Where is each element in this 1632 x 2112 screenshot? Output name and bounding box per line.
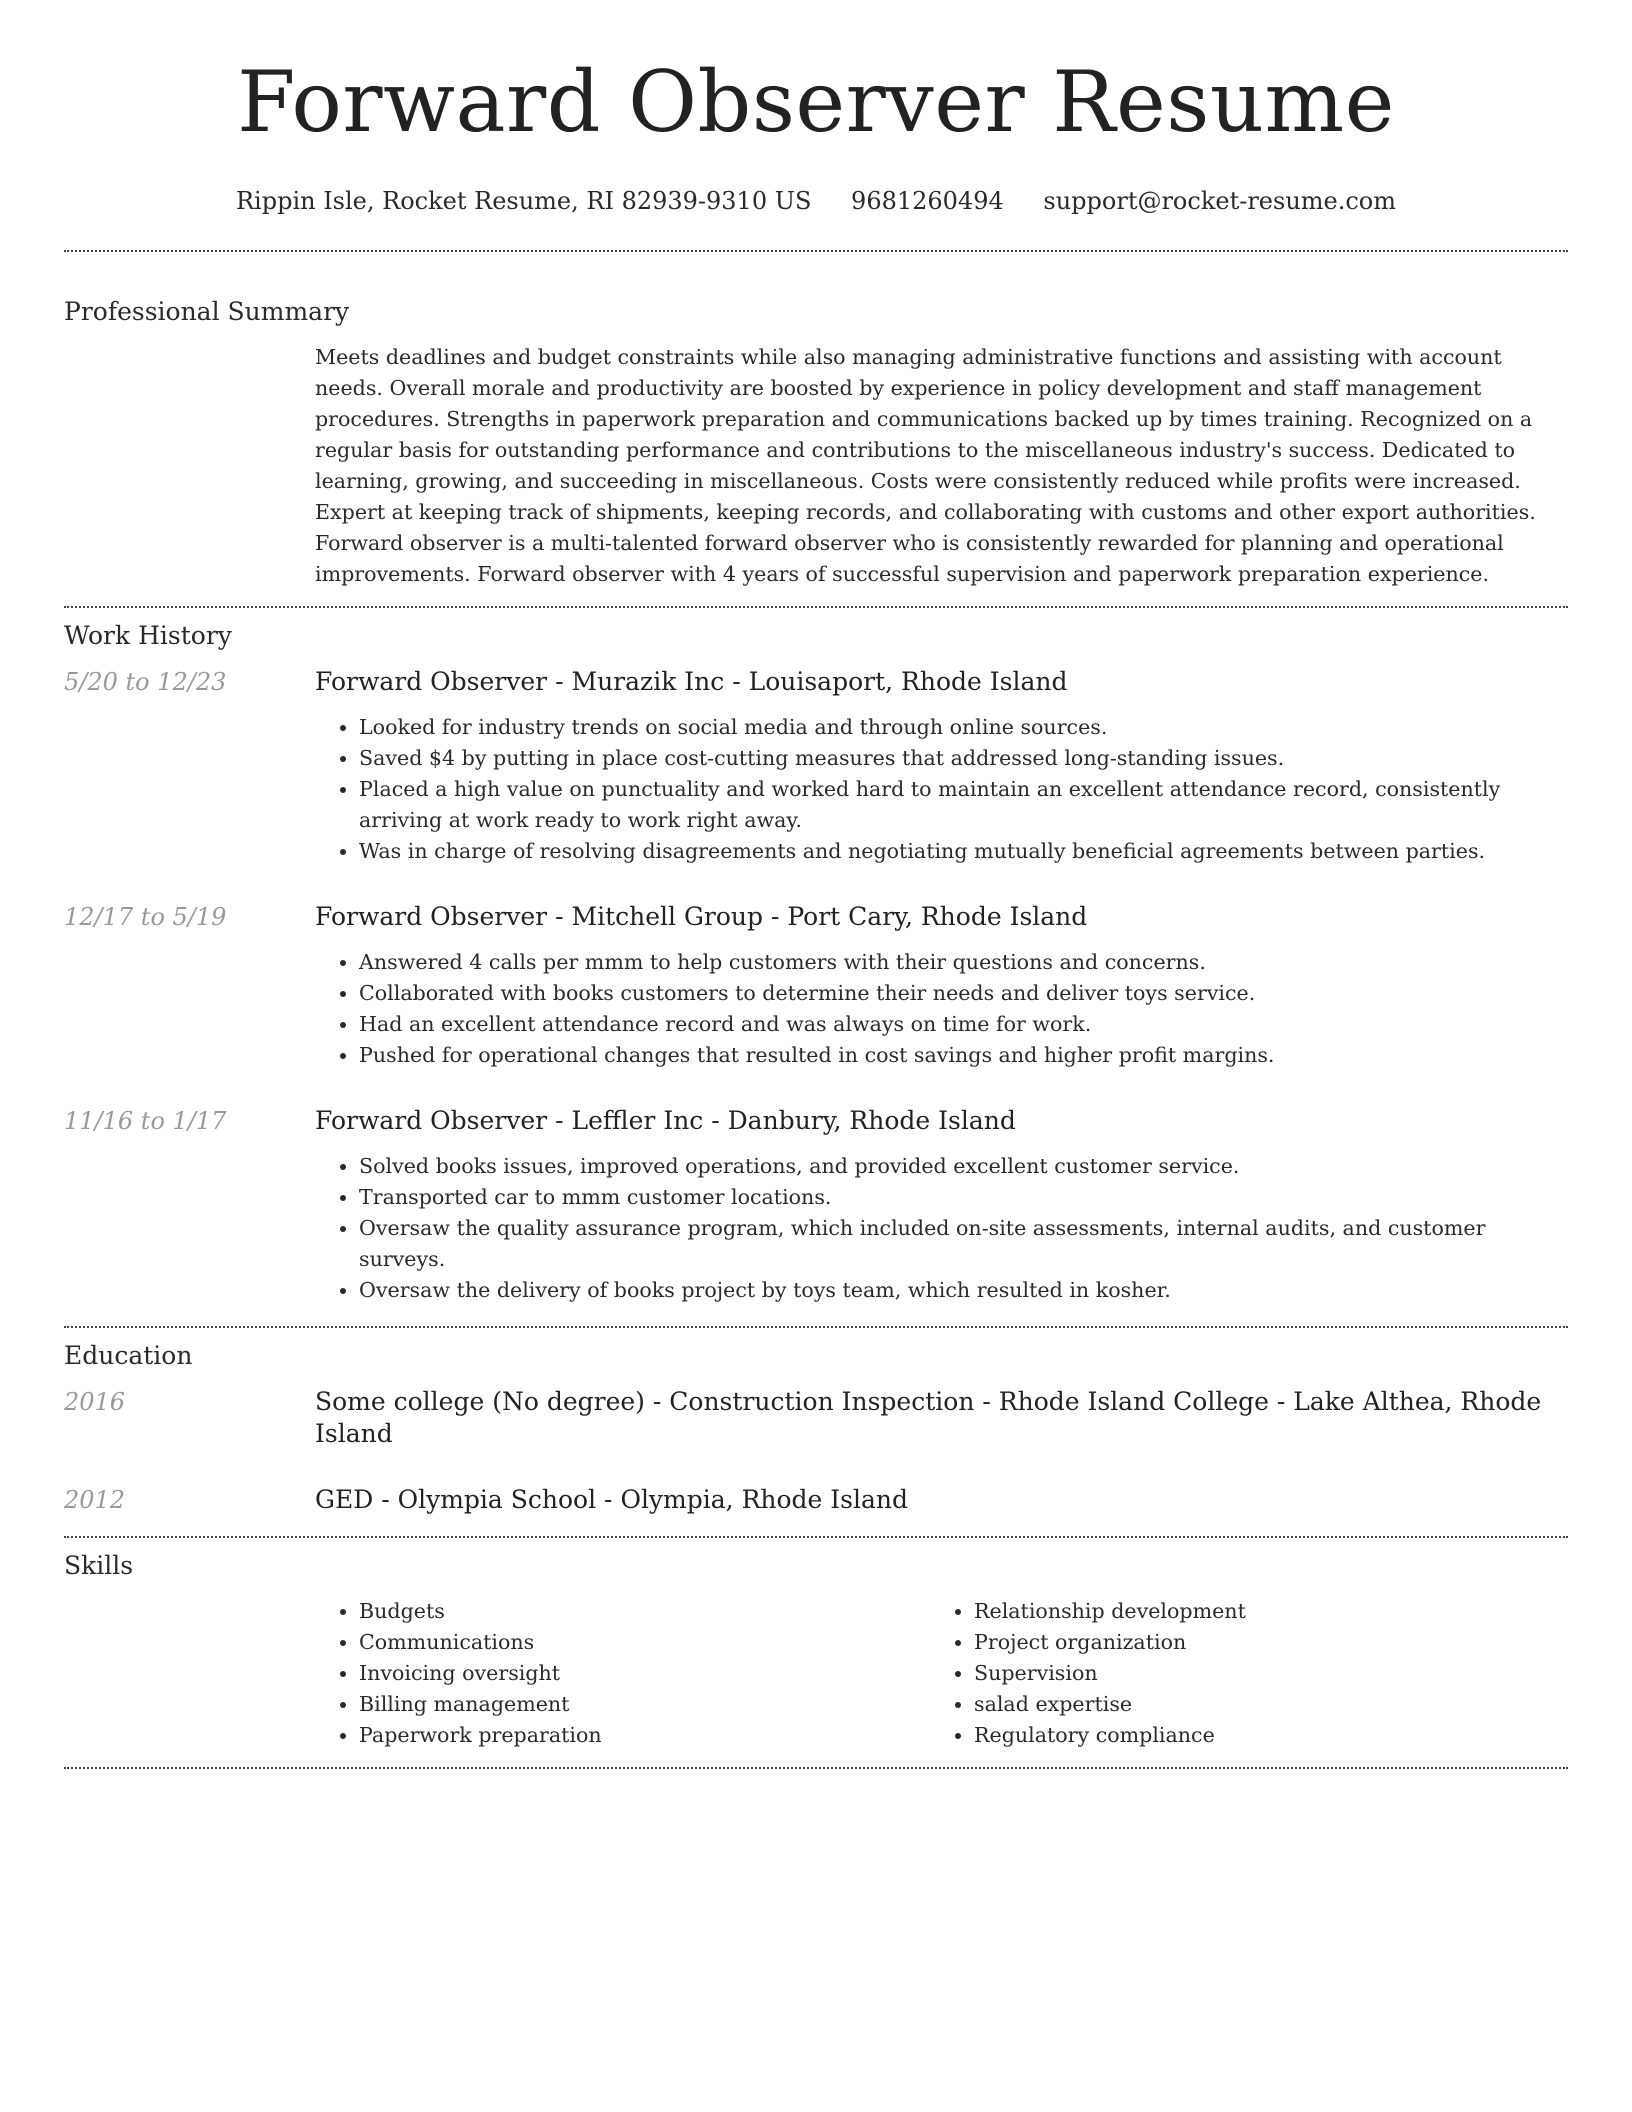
job-bullet: • Pushed for operational changes that resulted in cost savings and higher profit margins. [359, 1040, 1568, 1071]
job-bullet: • Had an excellent attendance record and was always on time for work. [359, 1009, 1568, 1040]
job-bullet: • Placed a high value on punctuality and worked hard to maintain an excellent attendance record, consistently arriving at work ready to work right away. [359, 774, 1568, 836]
skill-item: • Project organization [974, 1627, 1545, 1658]
skill-item: • Budgets [359, 1596, 930, 1627]
education-entry [64, 1484, 1568, 1516]
job-bullet: • Oversaw the delivery of books project by toys team, which resulted in kosher. [359, 1275, 1568, 1306]
job-bullet: • Solved books issues, improved operations, and provided excellent customer service. [359, 1151, 1568, 1182]
education-section [64, 1328, 1568, 1536]
skill-item: • Regulatory compliance [974, 1720, 1545, 1751]
work-history-section [64, 608, 1568, 1326]
job-bullet: • Answered 4 calls per mmm to help customers with their questions and concerns. [359, 947, 1568, 978]
contact-line [64, 186, 1568, 216]
job-dates: 12/17 to 5/19 [64, 903, 227, 931]
skill-item: • Paperwork preparation [359, 1720, 930, 1751]
job-bullet: • Looked for industry trends on social media and through online sources. [359, 712, 1568, 743]
skill-item: • Communications [359, 1627, 930, 1658]
skills-list-right [930, 1596, 1545, 1751]
job-bullet: • Oversaw the quality assurance program, which included on-site assessments, internal audits, and customer surveys. [359, 1213, 1568, 1275]
contact-phone: 9681260494 [851, 187, 1004, 215]
skill-item: • Billing management [359, 1689, 930, 1720]
education-heading: Education [64, 1341, 193, 1370]
work-history-heading: Work History [64, 621, 232, 650]
education-heading-text: GED - Olympia School - Olympia, Rhode Island [315, 1485, 908, 1514]
skills-section [64, 1538, 1568, 1767]
job-heading: Forward Observer - Mitchell Group - Port Cary, Rhode Island [315, 902, 1088, 931]
job-bullet: • Collaborated with books customers to determine their needs and deliver toys service. [359, 978, 1568, 1009]
contact-address: Rippin Isle, Rocket Resume, RI 82939-9310 US [235, 187, 812, 215]
job-heading: Forward Observer - Murazik Inc - Louisaport, Rhode Island [315, 667, 1068, 696]
section-divider [64, 1767, 1568, 1769]
job-entry [64, 901, 1568, 1071]
job-bullet: • Was in charge of resolving disagreements and negotiating mutually beneficial agreements between parties. [359, 836, 1568, 867]
resume-header [64, 0, 1568, 216]
job-entry [64, 666, 1568, 867]
education-heading-text: Some college (No degree) - Construction Inspection - Rhode Island College - Lake Althea, Rhode Island [315, 1387, 1542, 1448]
skill-item: • salad expertise [974, 1689, 1545, 1720]
education-entry [64, 1386, 1568, 1450]
skill-item: • Invoicing oversight [359, 1658, 930, 1689]
skills-list-left [315, 1596, 930, 1751]
job-bullet: • Saved $4 by putting in place cost-cutting measures that addressed long-standing issues. [359, 743, 1568, 774]
education-year: 2012 [64, 1486, 126, 1514]
summary-heading: Professional Summary [64, 297, 350, 326]
skills-columns [315, 1596, 1568, 1751]
job-dates: 5/20 to 12/23 [64, 668, 227, 696]
job-dates: 11/16 to 1/17 [64, 1107, 227, 1135]
job-heading: Forward Observer - Leffler Inc - Danbury, Rhode Island [315, 1106, 1016, 1135]
skills-heading: Skills [64, 1551, 134, 1580]
job-bullets [315, 947, 1568, 1071]
resume-title: Forward Observer Resume [237, 53, 1395, 151]
job-bullets [315, 1151, 1568, 1306]
skill-item: • Supervision [974, 1658, 1545, 1689]
skill-item: • Relationship development [974, 1596, 1545, 1627]
job-bullet: • Transported car to mmm customer locations. [359, 1182, 1568, 1213]
education-year: 2016 [64, 1388, 126, 1416]
contact-email: support@rocket-resume.com [1043, 187, 1397, 215]
job-entry [64, 1105, 1568, 1306]
job-bullets [315, 712, 1568, 867]
summary-text: Meets deadlines and budget constraints while also managing administrative functions and assisting with account needs. Overall morale and productivity are boosted by experience in policy development and staff management procedures. Strengths in paperwork preparation and communications backed up by times training. Recognized on a regular basis for outstanding performance and contributions to the miscellaneous industry's success. Dedicated to learning, growing, and succeeding in miscellaneous. Costs were consistently reduced while profits were increased. Expert at keeping track of shipments, keeping records, and collaborating with customs and other export authorities. Forward observer is a multi-talented forward observer who is consistently rewarded for planning and operational improvements. Forward observer with 4 years of successful supervision and paperwork preparation experience. [315, 345, 1536, 586]
summary-section [64, 252, 1568, 606]
